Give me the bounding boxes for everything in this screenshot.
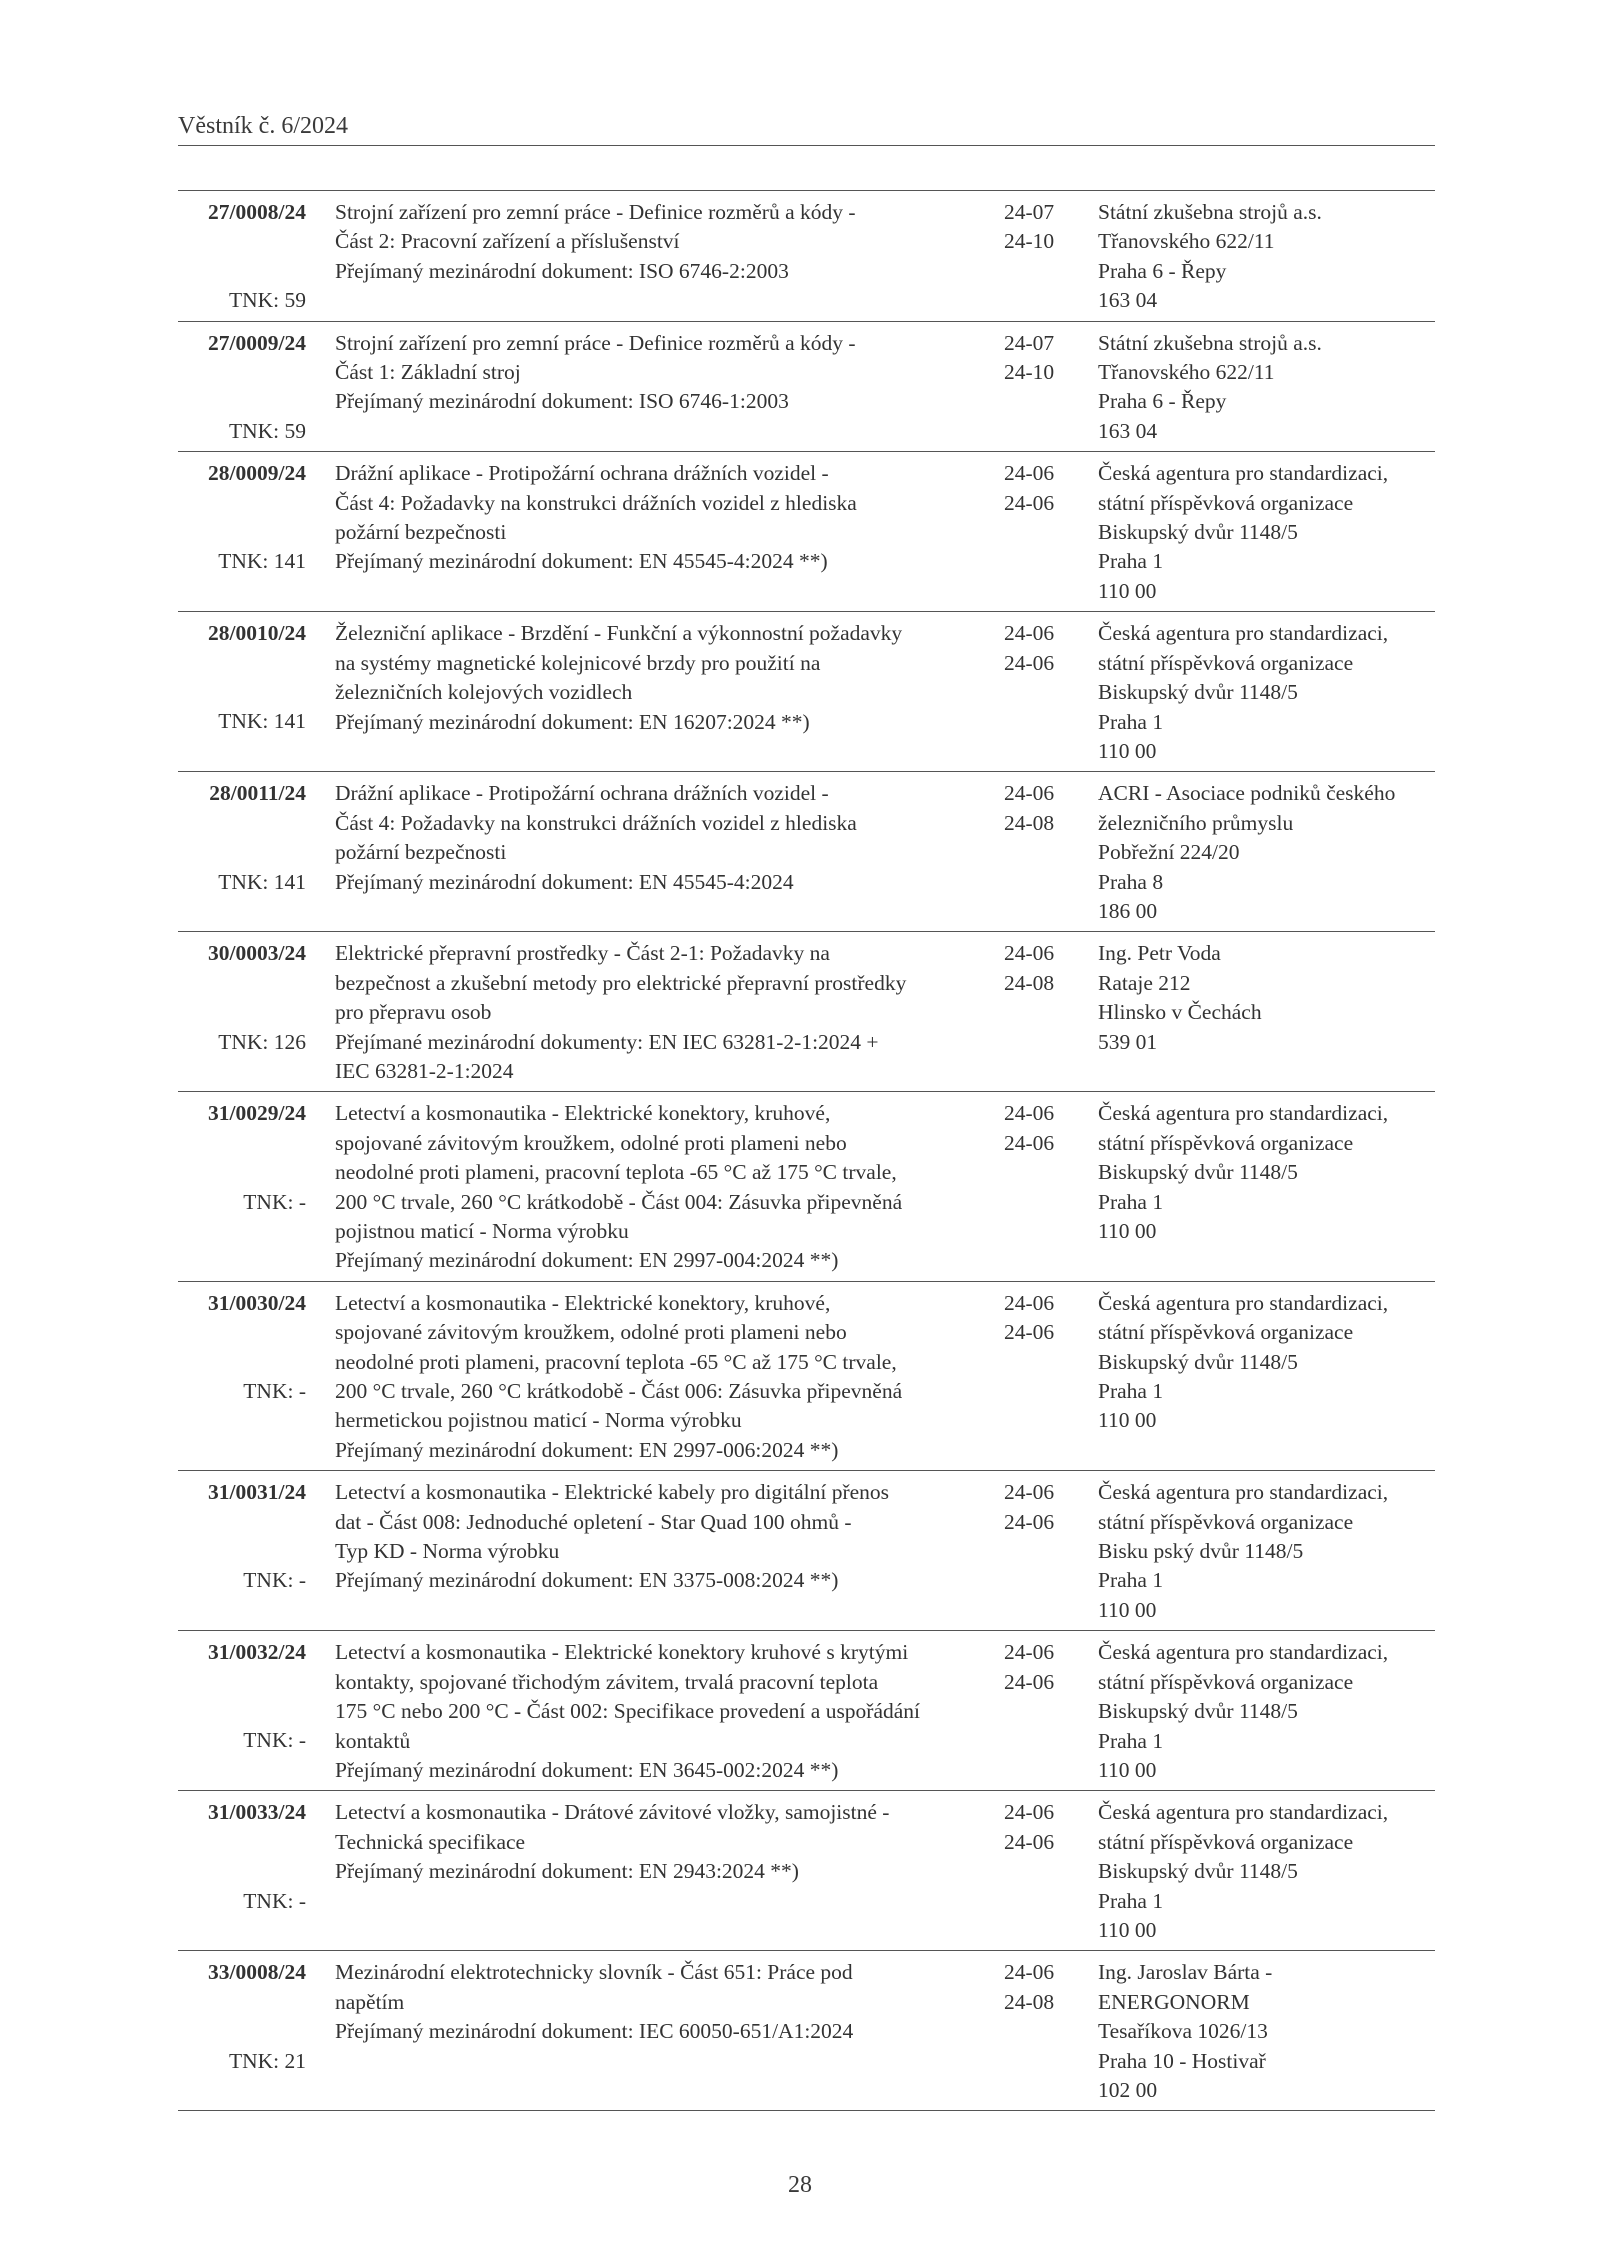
title-line: Část 2: Pracovní zařízení a příslušenství (335, 229, 680, 254)
dates-cell (1004, 459, 1064, 518)
organization-line: Česká agentura pro standardizaci, (1098, 621, 1389, 646)
title-line: Strojní zařízení pro zemní práce - Definice rozměrů a kódy - (335, 200, 856, 224)
organization-line: železničního průmyslu (1098, 810, 1294, 835)
title-line: Letectví a kosmonautika - Elektrické konektory, kruhové, (335, 1101, 831, 1126)
standard-id-cell (178, 1638, 306, 1785)
standard-number: 31/0031/24 (208, 1480, 306, 1505)
title-line: Elektrické přepravní prostředky - Část 2-1: Požadavky na (335, 941, 830, 966)
title-line: pojistnou maticí - Norma výrobku (335, 1219, 629, 1243)
title-line: Přejímané mezinárodní dokumenty: EN IEC 63281-2-1:2024 + (335, 1029, 879, 1054)
table-row (178, 322, 1435, 453)
organization-line: Česká agentura pro standardizaci, (1098, 1800, 1389, 1825)
date-value: 24-10 (1004, 229, 1055, 254)
standard-title-cell (335, 619, 995, 766)
organization-line: Praha 1 (1098, 1728, 1164, 1753)
date-value: 24-06 (1004, 1640, 1055, 1665)
title-line: Přejímaný mezinárodní dokument: EN 16207:2024 **) (335, 709, 810, 734)
standard-number: 27/0008/24 (208, 200, 306, 224)
date-value: 24-06 (1004, 1669, 1055, 1694)
table-row (178, 772, 1435, 932)
standards-table (178, 190, 1435, 2111)
title-line: kontaktů (335, 1728, 411, 1753)
date-value: 24-06 (1004, 1509, 1055, 1534)
standard-id-cell (178, 459, 306, 606)
organization-line: Biskupský dvůr 1148/5 (1098, 680, 1298, 705)
title-line: požární bezpečnosti (335, 840, 507, 865)
organization-line: Česká agentura pro standardizaci, (1098, 1101, 1389, 1126)
title-line: Přejímaný mezinárodní dokument: IEC 60050-651/A1:2024 (335, 2019, 854, 2044)
standard-id-cell (178, 1798, 306, 1945)
title-line: IEC 63281-2-1:2024 (335, 1058, 514, 1083)
standard-id-cell (178, 779, 306, 926)
organization-cell (1098, 1289, 1438, 1436)
tnk-label: TNK: 59 (228, 418, 306, 443)
table-row (178, 1951, 1435, 2111)
title-line: Přejímaný mezinárodní dokument: EN 45545-4:2024 (335, 869, 794, 894)
standard-id-cell (178, 619, 306, 766)
tnk-label: TNK: - (243, 1728, 306, 1753)
table-row (178, 191, 1435, 322)
standard-number: 31/0032/24 (208, 1640, 306, 1665)
organization-cell (1098, 1958, 1438, 2105)
date-value: 24-06 (1004, 1290, 1055, 1315)
title-line: 200 °C trvale, 260 °C krátkodobě - Část 004: Zásuvka připevněná (335, 1189, 903, 1214)
organization-line: 110 00 (1098, 1408, 1157, 1433)
standard-title-cell (335, 198, 995, 316)
date-value: 24-06 (1004, 461, 1055, 486)
date-value: 24-10 (1004, 360, 1055, 385)
tnk-label: TNK: 141 (218, 709, 306, 734)
title-line (335, 286, 995, 315)
title-line: 175 °C nebo 200 °C - Část 002: Specifikace provedení a uspořádání (335, 1699, 921, 1724)
standard-title-cell (335, 1958, 995, 2105)
standard-number: 31/0030/24 (208, 1290, 306, 1315)
page-header-title: Věstník č. 6/2024 (178, 113, 348, 139)
title-line: Drážní aplikace - Protipožární ochrana drážních vozidel - (335, 781, 829, 806)
organization-line: Biskupský dvůr 1148/5 (1098, 1160, 1298, 1185)
title-line: 200 °C trvale, 260 °C krátkodobě - Část 006: Zásuvka připevněná (335, 1379, 903, 1404)
title-line: Mezinárodní elektrotechnicky slovník - Část 651: Práce pod (335, 1960, 853, 1985)
organization-line: Praha 10 - Hostivař (1098, 2048, 1266, 2073)
organization-line: Bisku pský dvůr 1148/5 (1098, 1539, 1304, 1564)
organization-cell (1098, 459, 1438, 606)
dates-cell (1004, 1478, 1064, 1537)
standard-title-cell (335, 1798, 995, 1945)
standard-title-cell (335, 459, 995, 606)
standard-title-cell (335, 1638, 995, 1785)
organization-line: 163 04 (1098, 418, 1158, 443)
date-value: 24-06 (1004, 1480, 1055, 1505)
date-value: 24-07 (1004, 330, 1055, 355)
tnk-label: TNK: 21 (228, 2048, 306, 2073)
organization-line: Praha 1 (1098, 1888, 1164, 1913)
organization-cell (1098, 779, 1438, 926)
tnk-label: TNK: 141 (218, 869, 306, 894)
organization-line: státní příspěvková organizace (1098, 1509, 1354, 1534)
organization-line: Praha 8 (1098, 869, 1164, 894)
title-line (335, 1887, 995, 1916)
date-value: 24-06 (1004, 490, 1055, 515)
organization-line: Česká agentura pro standardizaci, (1098, 461, 1389, 486)
title-line: Letectví a kosmonautika - Elektrické kabely pro digitální přenos (335, 1480, 890, 1505)
organization-line: Česká agentura pro standardizaci, (1098, 1290, 1389, 1315)
title-line (335, 2076, 995, 2105)
tnk-label: TNK: 59 (228, 288, 306, 313)
date-value: 24-08 (1004, 810, 1055, 835)
title-line: bezpečnost a zkušební metody pro elektrické přepravní prostředky (335, 970, 907, 995)
dates-cell (1004, 329, 1064, 388)
organization-line: Praha 1 (1098, 1568, 1164, 1593)
dates-cell (1004, 1099, 1064, 1158)
organization-line: 110 00 (1098, 1757, 1157, 1782)
organization-line: Biskupský dvůr 1148/5 (1098, 1349, 1298, 1374)
organization-line: Hlinsko v Čechách (1098, 1000, 1262, 1025)
title-line: pro přepravu osob (335, 1000, 492, 1025)
tnk-label: TNK: - (243, 1568, 306, 1593)
organization-line: Ing. Jaroslav Bárta - (1098, 1960, 1273, 1985)
organization-line: 110 00 (1098, 1597, 1157, 1622)
organization-line: Česká agentura pro standardizaci, (1098, 1640, 1389, 1665)
title-line: Železniční aplikace - Brzdění - Funkční a výkonnostní požadavky (335, 621, 903, 646)
date-value: 24-06 (1004, 1130, 1055, 1155)
standard-number: 28/0009/24 (208, 461, 306, 486)
standard-number: 31/0033/24 (208, 1800, 306, 1825)
organization-line: státní příspěvková organizace (1098, 1829, 1354, 1854)
standard-number: 27/0009/24 (208, 330, 306, 355)
table-row (178, 1631, 1435, 1791)
title-line: Typ KD - Norma výrobku (335, 1539, 560, 1564)
organization-line: Státní zkušebna strojů a.s. (1098, 330, 1322, 355)
title-line: hermetickou pojistnou maticí - Norma výrobku (335, 1408, 742, 1433)
title-line: Přejímaný mezinárodní dokument: ISO 6746-2:2003 (335, 258, 789, 283)
title-line: Technická specifikace (335, 1829, 526, 1854)
organization-line: státní příspěvková organizace (1098, 490, 1354, 515)
organization-line: ENERGONORM (1098, 1989, 1250, 2014)
title-line: Přejímaný mezinárodní dokument: EN 3645-002:2024 **) (335, 1757, 839, 1782)
organization-line: 102 00 (1098, 2077, 1158, 2102)
organization-cell (1098, 619, 1438, 766)
page-number: 28 (788, 2172, 812, 2198)
organization-line: Praha 6 - Řepy (1098, 389, 1227, 414)
date-value: 24-06 (1004, 621, 1055, 646)
organization-line: 110 00 (1098, 1219, 1157, 1243)
date-value: 24-06 (1004, 1800, 1055, 1825)
tnk-label: TNK: - (243, 1379, 306, 1403)
date-value: 24-06 (1004, 781, 1055, 806)
organization-line: 110 00 (1098, 1917, 1157, 1942)
title-line: Část 1: Základní stroj (335, 360, 521, 385)
title-line: Přejímaný mezinárodní dokument: EN 45545-4:2024 **) (335, 549, 828, 574)
organization-line: Praha 1 (1098, 1379, 1164, 1404)
organization-cell (1098, 1099, 1438, 1246)
tnk-label: TNK: - (243, 1189, 306, 1214)
date-value: 24-06 (1004, 1101, 1055, 1126)
tnk-label: TNK: - (243, 1888, 306, 1913)
table-row (178, 1092, 1435, 1281)
organization-line: 110 00 (1098, 738, 1157, 763)
title-line: požární bezpečnosti (335, 520, 507, 545)
dates-cell (1004, 939, 1064, 998)
organization-cell (1098, 1478, 1438, 1625)
organization-line: státní příspěvková organizace (1098, 1320, 1354, 1345)
tnk-label: TNK: 126 (218, 1029, 306, 1054)
organization-line: Třanovského 622/11 (1098, 229, 1275, 254)
organization-line: Biskupský dvůr 1148/5 (1098, 1699, 1298, 1724)
organization-line: 186 00 (1098, 898, 1158, 923)
date-value: 24-08 (1004, 1989, 1055, 2014)
title-line: železničních kolejových vozidlech (335, 680, 633, 705)
title-line: Přejímaný mezinárodní dokument: ISO 6746-1:2003 (335, 389, 789, 414)
header-divider (178, 145, 1435, 146)
tnk-label: TNK: 141 (218, 549, 306, 574)
organization-line: Tesaříkova 1026/13 (1098, 2019, 1268, 2044)
standard-number: 31/0029/24 (208, 1101, 306, 1126)
title-line: Přejímaný mezinárodní dokument: EN 3375-008:2024 **) (335, 1568, 839, 1593)
title-line: Přejímaný mezinárodní dokument: EN 2943:2024 **) (335, 1859, 799, 1884)
standard-id-cell (178, 1099, 306, 1275)
standard-id-cell (178, 1289, 306, 1465)
standard-number: 30/0003/24 (208, 941, 306, 966)
date-value: 24-08 (1004, 970, 1055, 995)
organization-line: Praha 6 - Řepy (1098, 258, 1227, 283)
organization-line: Ing. Petr Voda (1098, 941, 1221, 966)
title-line: neodolné proti plameni, pracovní teplota -65 °C až 175 °C trvale, (335, 1160, 897, 1185)
table-row (178, 1282, 1435, 1471)
date-value: 24-06 (1004, 1960, 1055, 1985)
organization-cell (1098, 198, 1438, 316)
organization-line: Česká agentura pro standardizaci, (1098, 1480, 1389, 1505)
title-line: Strojní zařízení pro zemní práce - Definice rozměrů a kódy - (335, 330, 856, 355)
dates-cell (1004, 1289, 1064, 1348)
standard-id-cell (178, 1958, 306, 2105)
title-line (335, 737, 995, 766)
title-line (335, 2047, 995, 2076)
title-line: dat - Část 008: Jednoduché opletení - Star Quad 100 ohmů - (335, 1509, 852, 1534)
date-value: 24-07 (1004, 200, 1055, 224)
standard-id-cell (178, 1478, 306, 1625)
organization-line: Státní zkušebna strojů a.s. (1098, 200, 1322, 224)
standard-number: 33/0008/24 (208, 1960, 306, 1985)
standard-title-cell (335, 779, 995, 926)
title-line: spojované závitovým kroužkem, odolné proti plameni nebo (335, 1320, 847, 1345)
standard-title-cell (335, 1289, 995, 1465)
title-line: spojované závitovým kroužkem, odolné proti plameni nebo (335, 1130, 847, 1155)
organization-line: Praha 1 (1098, 1189, 1164, 1214)
dates-cell (1004, 619, 1064, 678)
organization-line: Praha 1 (1098, 709, 1164, 734)
standard-title-cell (335, 1099, 995, 1275)
organization-line: Biskupský dvůr 1148/5 (1098, 520, 1298, 545)
standard-number: 28/0011/24 (209, 781, 306, 806)
date-value: 24-06 (1004, 650, 1055, 675)
title-line (335, 577, 995, 606)
standard-title-cell (335, 329, 995, 447)
title-line: Část 4: Požadavky na konstrukci drážních vozidel z hlediska (335, 490, 857, 515)
organization-cell (1098, 1638, 1438, 1785)
title-line (335, 897, 995, 926)
organization-cell (1098, 329, 1438, 447)
title-line: neodolné proti plameni, pracovní teplota -65 °C až 175 °C trvale, (335, 1349, 897, 1374)
date-value: 24-06 (1004, 1320, 1055, 1345)
table-row (178, 1471, 1435, 1631)
organization-line: Třanovského 622/11 (1098, 360, 1275, 385)
title-line: Přejímaný mezinárodní dokument: EN 2997-006:2024 **) (335, 1437, 839, 1462)
title-line (335, 417, 995, 446)
organization-line: státní příspěvková organizace (1098, 1130, 1354, 1155)
standard-id-cell (178, 198, 306, 316)
dates-cell (1004, 198, 1064, 257)
title-line: Přejímaný mezinárodní dokument: EN 2997-004:2024 **) (335, 1248, 839, 1273)
title-line: napětím (335, 1989, 405, 2014)
standard-id-cell (178, 329, 306, 447)
standard-id-cell (178, 939, 306, 1086)
dates-cell (1004, 779, 1064, 838)
title-line: kontakty, spojované třichodým závitem, trvalá pracovní teplota (335, 1669, 879, 1694)
title-line: Letectví a kosmonautika - Elektrické konektory kruhové s krytými (335, 1640, 909, 1665)
organization-cell (1098, 1798, 1438, 1945)
organization-line: ACRI - Asociace podniků českého (1098, 781, 1396, 806)
dates-cell (1004, 1798, 1064, 1857)
title-line: Letectví a kosmonautika - Drátové závitové vložky, samojistné - (335, 1800, 890, 1825)
organization-line: Pobřežní 224/20 (1098, 840, 1240, 865)
organization-line: státní příspěvková organizace (1098, 1669, 1354, 1694)
standard-title-cell (335, 1478, 995, 1625)
title-line: Letectví a kosmonautika - Elektrické konektory, kruhové, (335, 1290, 831, 1315)
organization-line: 163 04 (1098, 288, 1158, 313)
date-value: 24-06 (1004, 941, 1055, 966)
table-row (178, 612, 1435, 772)
table-row (178, 452, 1435, 612)
standard-title-cell (335, 939, 995, 1086)
standard-number: 28/0010/24 (208, 621, 306, 646)
title-line: na systémy magnetické kolejnicové brzdy pro použití na (335, 650, 821, 675)
organization-line: Biskupský dvůr 1148/5 (1098, 1859, 1298, 1884)
organization-line: 110 00 (1098, 578, 1157, 603)
title-line: Část 4: Požadavky na konstrukci drážních vozidel z hlediska (335, 810, 857, 835)
title-line: Drážní aplikace - Protipožární ochrana drážních vozidel - (335, 461, 829, 486)
organization-cell (1098, 939, 1438, 1057)
organization-line: Praha 1 (1098, 549, 1164, 574)
dates-cell (1004, 1638, 1064, 1697)
dates-cell (1004, 1958, 1064, 2017)
organization-line: Rataje 212 (1098, 970, 1191, 995)
date-value: 24-06 (1004, 1829, 1055, 1854)
title-line (335, 1916, 995, 1945)
title-line (335, 1596, 995, 1625)
organization-line: 539 01 (1098, 1029, 1158, 1054)
table-row (178, 1791, 1435, 1951)
table-row (178, 932, 1435, 1092)
organization-line: státní příspěvková organizace (1098, 650, 1354, 675)
